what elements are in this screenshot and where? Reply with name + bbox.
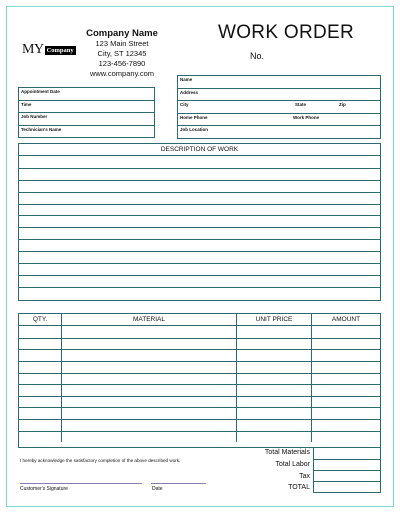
customer-info-box bbox=[177, 75, 381, 139]
job-number-label: Job Number bbox=[21, 114, 48, 119]
description-line[interactable] bbox=[19, 204, 380, 216]
material-row bbox=[19, 431, 380, 443]
city-state-zip-field[interactable] bbox=[178, 100, 380, 113]
acknowledgement-text: I hereby acknowledge the satisfactory completion of the above described work. bbox=[20, 458, 181, 463]
technician-name-field[interactable] bbox=[19, 125, 154, 138]
date-label: Date bbox=[152, 486, 163, 492]
name-label: Name bbox=[180, 77, 193, 82]
description-line[interactable] bbox=[19, 275, 380, 287]
total-cell[interactable] bbox=[314, 481, 380, 492]
description-line[interactable] bbox=[19, 263, 380, 275]
unit-price-cell[interactable] bbox=[237, 339, 312, 350]
city-label: City bbox=[180, 102, 189, 107]
company-address-line2: City, ST 12345 bbox=[97, 49, 147, 58]
qty-cell[interactable] bbox=[19, 385, 62, 396]
description-line[interactable] bbox=[19, 156, 380, 168]
total-labor-label: Total Labor bbox=[275, 461, 310, 468]
description-line[interactable] bbox=[19, 180, 380, 192]
unit-price-column-header: UNIT PRICE bbox=[237, 314, 312, 325]
material-cell[interactable] bbox=[62, 362, 237, 373]
material-row bbox=[19, 373, 380, 385]
total-label: TOTAL bbox=[288, 484, 310, 491]
time-field[interactable] bbox=[19, 100, 154, 113]
material-cell[interactable] bbox=[62, 385, 237, 396]
material-row bbox=[19, 326, 380, 338]
state-label: State bbox=[295, 102, 307, 107]
unit-price-cell[interactable] bbox=[237, 374, 312, 385]
home-phone-label: Home Phone bbox=[180, 114, 208, 120]
material-cell[interactable] bbox=[62, 432, 237, 443]
amount-cell[interactable] bbox=[312, 432, 380, 443]
unit-price-cell[interactable] bbox=[237, 326, 312, 338]
amount-cell[interactable] bbox=[312, 362, 380, 373]
material-cell[interactable] bbox=[62, 326, 237, 338]
amount-cell[interactable] bbox=[312, 385, 380, 396]
qty-cell[interactable] bbox=[19, 362, 62, 373]
unit-price-cell[interactable] bbox=[237, 350, 312, 361]
address-field[interactable] bbox=[178, 88, 380, 101]
material-row bbox=[19, 349, 380, 361]
materials-header bbox=[19, 314, 380, 326]
signature-label: Customer's Signature bbox=[20, 486, 68, 492]
unit-price-cell[interactable] bbox=[237, 397, 312, 408]
unit-price-cell[interactable] bbox=[237, 362, 312, 373]
company-phone: 123-456-7890 bbox=[98, 59, 146, 68]
totals-box bbox=[313, 448, 381, 493]
description-line[interactable] bbox=[19, 227, 380, 239]
qty-cell[interactable] bbox=[19, 397, 62, 408]
material-row bbox=[19, 361, 380, 373]
amount-cell[interactable] bbox=[312, 374, 380, 385]
material-row bbox=[19, 419, 380, 431]
amount-cell[interactable] bbox=[312, 408, 380, 419]
logo-prefix: MY bbox=[22, 42, 44, 57]
total-materials-label: Total Materials bbox=[264, 449, 310, 456]
material-row bbox=[19, 338, 380, 350]
material-row bbox=[19, 384, 380, 396]
description-line[interactable] bbox=[19, 168, 380, 180]
technician-name-label: Technician's Name bbox=[21, 126, 62, 132]
qty-cell[interactable] bbox=[19, 339, 62, 350]
amount-cell[interactable] bbox=[312, 397, 380, 408]
job-location-label: Job Location bbox=[180, 127, 208, 132]
unit-price-cell[interactable] bbox=[237, 385, 312, 396]
company-info bbox=[72, 28, 172, 79]
date-line[interactable] bbox=[151, 483, 206, 484]
material-row bbox=[19, 407, 380, 419]
qty-cell[interactable] bbox=[19, 432, 62, 443]
material-cell[interactable] bbox=[62, 350, 237, 361]
qty-cell[interactable] bbox=[19, 326, 62, 338]
qty-cell[interactable] bbox=[19, 408, 62, 419]
unit-price-cell[interactable] bbox=[237, 432, 312, 443]
description-line[interactable] bbox=[19, 239, 380, 251]
amount-cell[interactable] bbox=[312, 420, 380, 431]
signature-line[interactable] bbox=[20, 483, 142, 484]
materials-table bbox=[18, 313, 381, 448]
document-title: WORK ORDER bbox=[218, 22, 354, 43]
total-materials-cell[interactable] bbox=[314, 448, 380, 459]
company-name: Company Name bbox=[86, 28, 158, 39]
material-column-header: MATERIAL bbox=[62, 314, 237, 325]
amount-cell[interactable] bbox=[312, 350, 380, 361]
appointment-date-label: Appointment Date bbox=[21, 89, 60, 94]
description-heading: DESCRIPTION OF WORK bbox=[19, 144, 380, 156]
qty-column-header: QTY. bbox=[19, 314, 62, 325]
material-row bbox=[19, 396, 380, 408]
company-address-line1: 123 Main Street bbox=[95, 39, 149, 48]
amount-cell[interactable] bbox=[312, 326, 380, 338]
amount-cell[interactable] bbox=[312, 339, 380, 350]
time-label: Time bbox=[21, 101, 32, 107]
unit-price-cell[interactable] bbox=[237, 420, 312, 431]
address-label: Address bbox=[180, 89, 199, 95]
description-line[interactable] bbox=[19, 215, 380, 227]
qty-cell[interactable] bbox=[19, 350, 62, 361]
amount-column-header: AMOUNT bbox=[331, 316, 361, 323]
material-cell[interactable] bbox=[62, 420, 237, 431]
name-field[interactable] bbox=[178, 76, 380, 88]
qty-cell[interactable] bbox=[19, 374, 62, 385]
company-website: www.company.com bbox=[89, 69, 155, 78]
tax-label: Tax bbox=[299, 473, 310, 480]
unit-price-cell[interactable] bbox=[237, 408, 312, 419]
description-section bbox=[18, 143, 381, 301]
description-line[interactable] bbox=[19, 287, 380, 299]
order-number-label: No. bbox=[250, 51, 265, 61]
tax-cell[interactable] bbox=[314, 470, 380, 481]
logo-box: Company bbox=[46, 46, 74, 54]
job-location-field[interactable] bbox=[178, 125, 380, 138]
work-phone-label: Work Phone bbox=[293, 114, 320, 120]
material-cell[interactable] bbox=[62, 408, 237, 419]
description-line[interactable] bbox=[19, 192, 380, 204]
description-line[interactable] bbox=[19, 251, 380, 263]
qty-cell[interactable] bbox=[19, 420, 62, 431]
material-cell[interactable] bbox=[62, 339, 237, 350]
material-cell[interactable] bbox=[62, 397, 237, 408]
total-labor-cell[interactable] bbox=[314, 459, 380, 470]
material-cell[interactable] bbox=[62, 374, 237, 385]
zip-label: Zip bbox=[339, 102, 346, 107]
company-logo bbox=[22, 42, 76, 58]
appointment-info-box bbox=[18, 87, 155, 138]
appointment-date-field[interactable] bbox=[19, 88, 154, 100]
phone-field[interactable] bbox=[178, 113, 380, 126]
job-number-field[interactable] bbox=[19, 112, 154, 125]
